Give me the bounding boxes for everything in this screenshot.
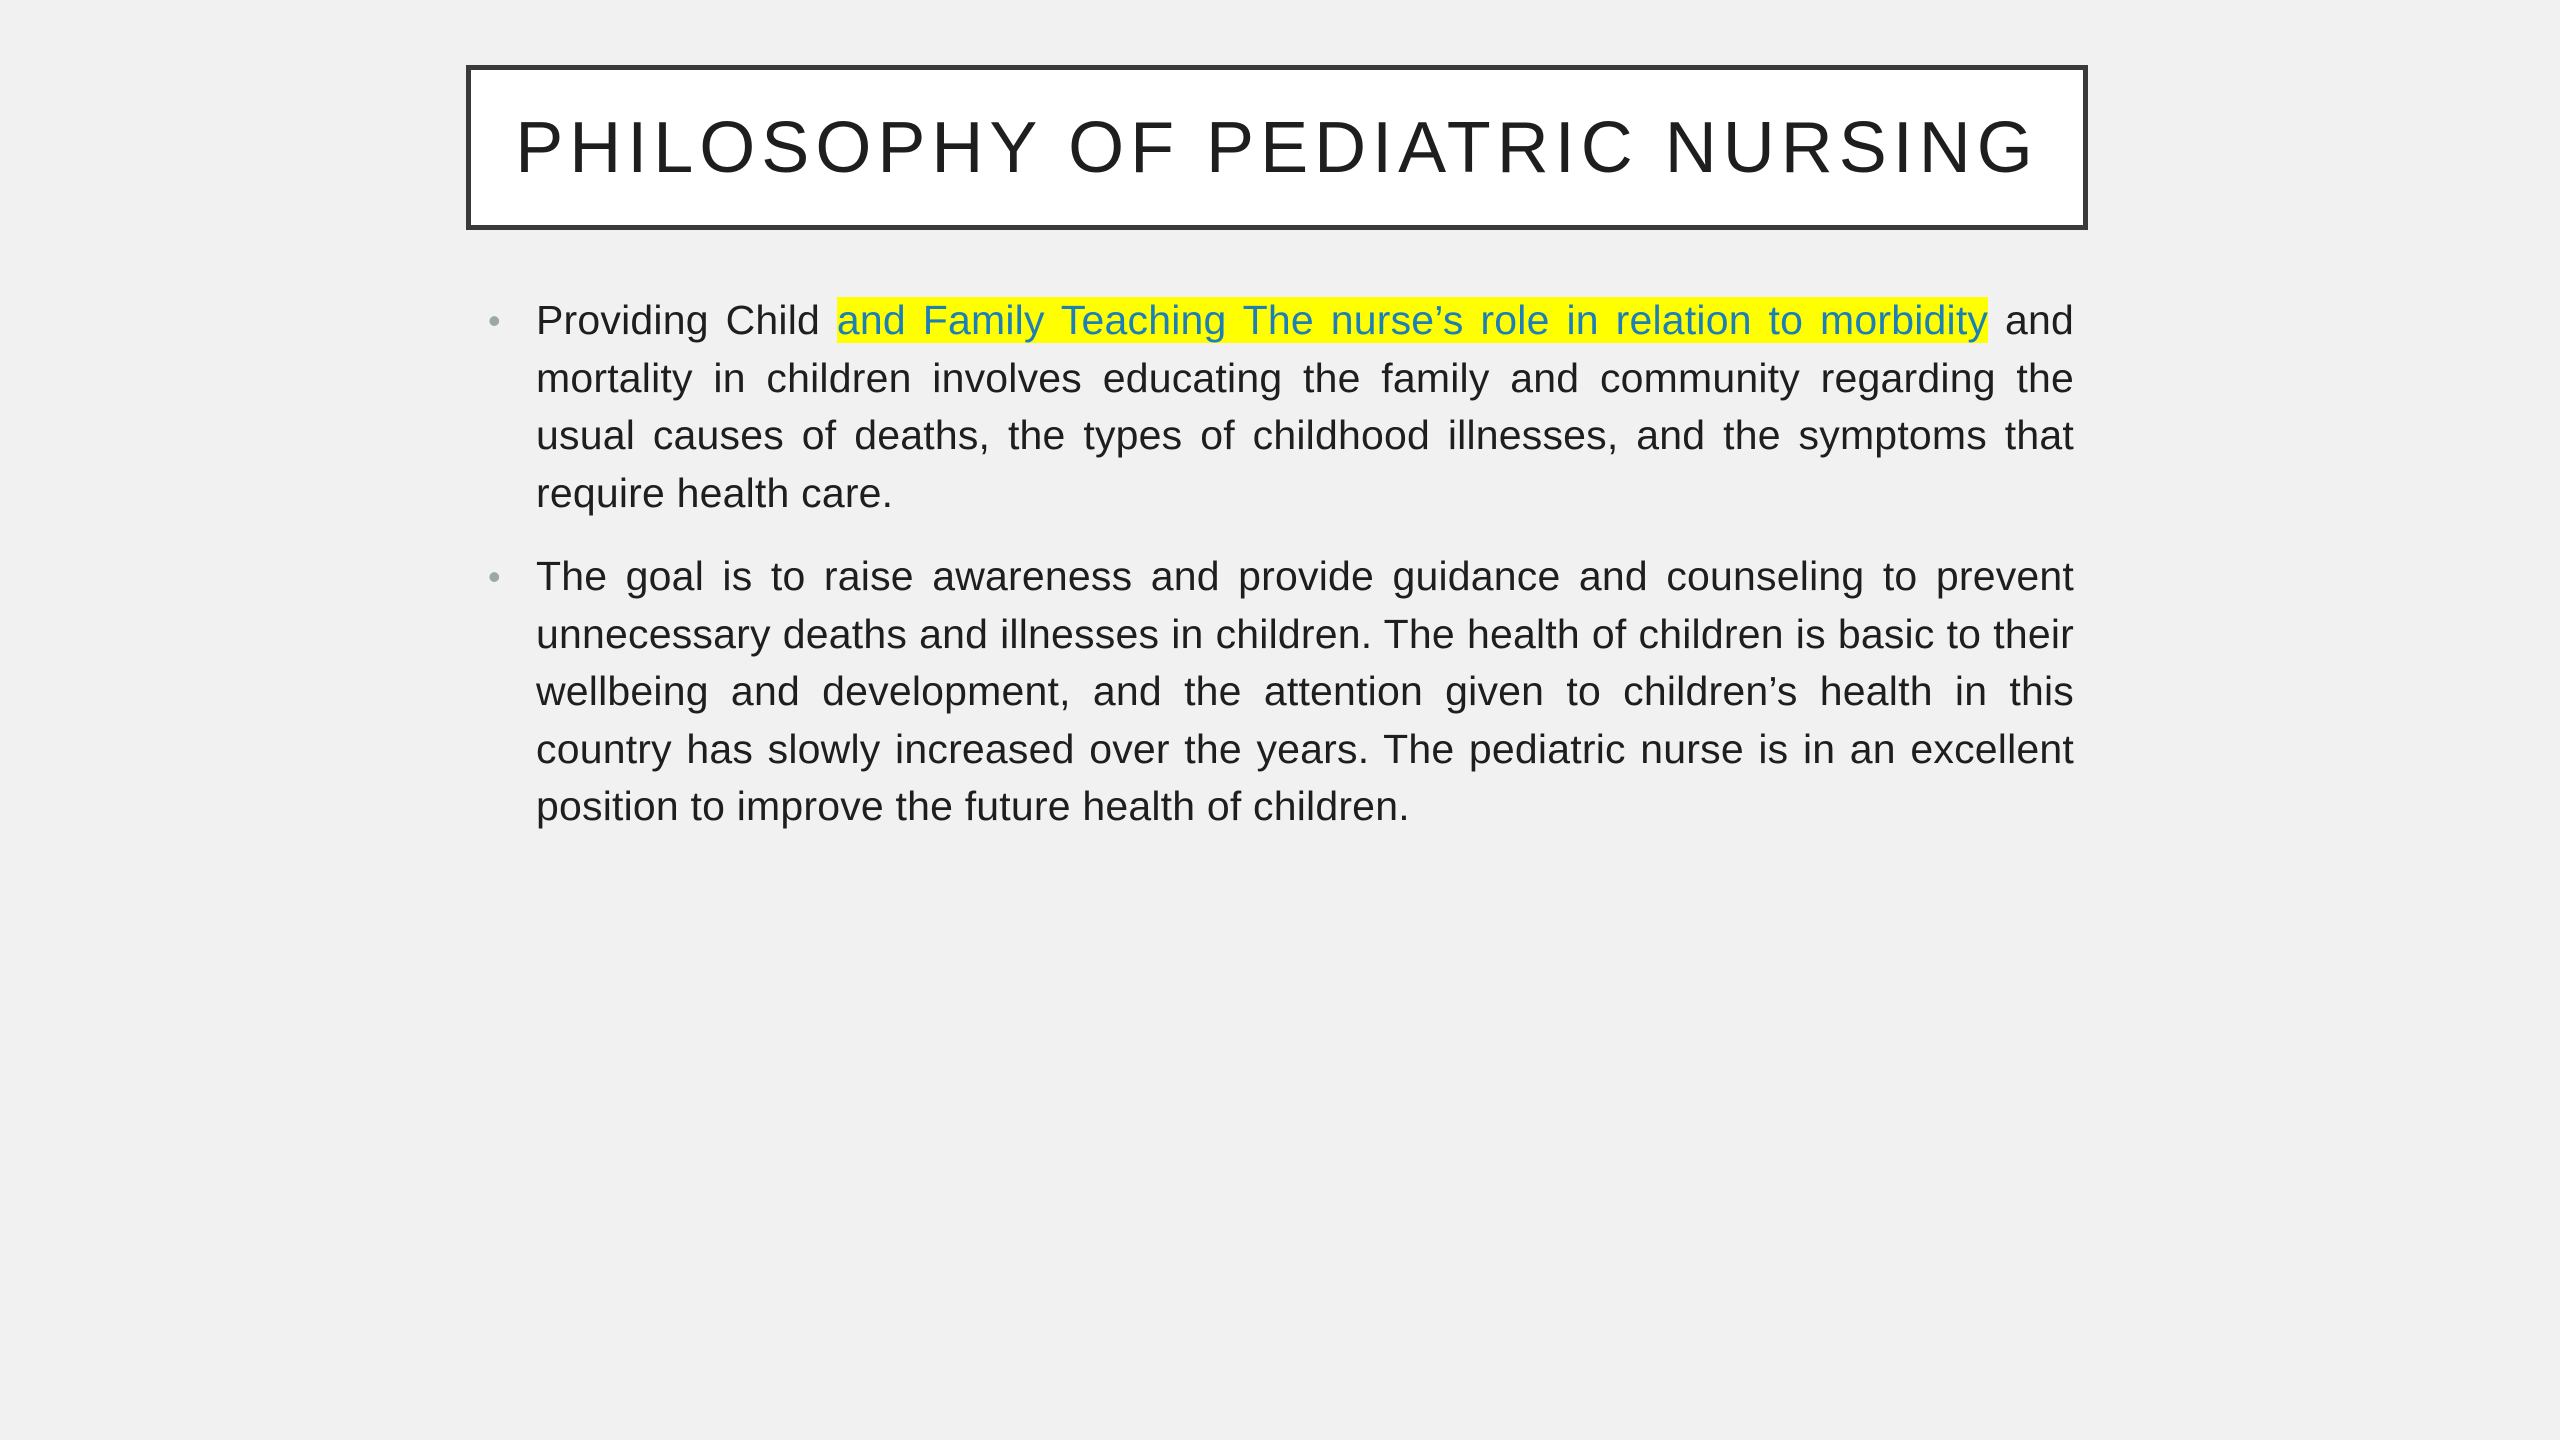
slide-content bbox=[480, 292, 2074, 862]
highlighted-text: and Family Teaching The nurse’s role in relation to morbidity bbox=[836, 297, 1989, 343]
bullet-item bbox=[480, 292, 2074, 522]
bullet-icon: • bbox=[488, 300, 501, 341]
bullet-text-prefix: Providing Child bbox=[536, 297, 837, 343]
bullet-icon: • bbox=[488, 556, 501, 597]
bullet-text bbox=[536, 292, 2074, 522]
bullet-text-suffix: and mortality in children involves educating the family and community regarding the usual causes of deaths, the types of childhood illnesses, and the symptoms that require health care. bbox=[536, 297, 2075, 516]
title-box bbox=[466, 65, 2088, 230]
slide-title: PHILOSOPHY OF PEDIATRIC NURSING bbox=[515, 107, 2039, 188]
bullet-item bbox=[480, 548, 2074, 836]
bullet-text: The goal is to raise awareness and provide guidance and counseling to prevent unnecessary deaths and illnesses in children. The health of children is basic to their wellbeing and development, and the attention given to children’s health in this country has slowly increased over the years. The pediatric nurse is in an excellent position to improve the future health of children. bbox=[536, 553, 2074, 829]
